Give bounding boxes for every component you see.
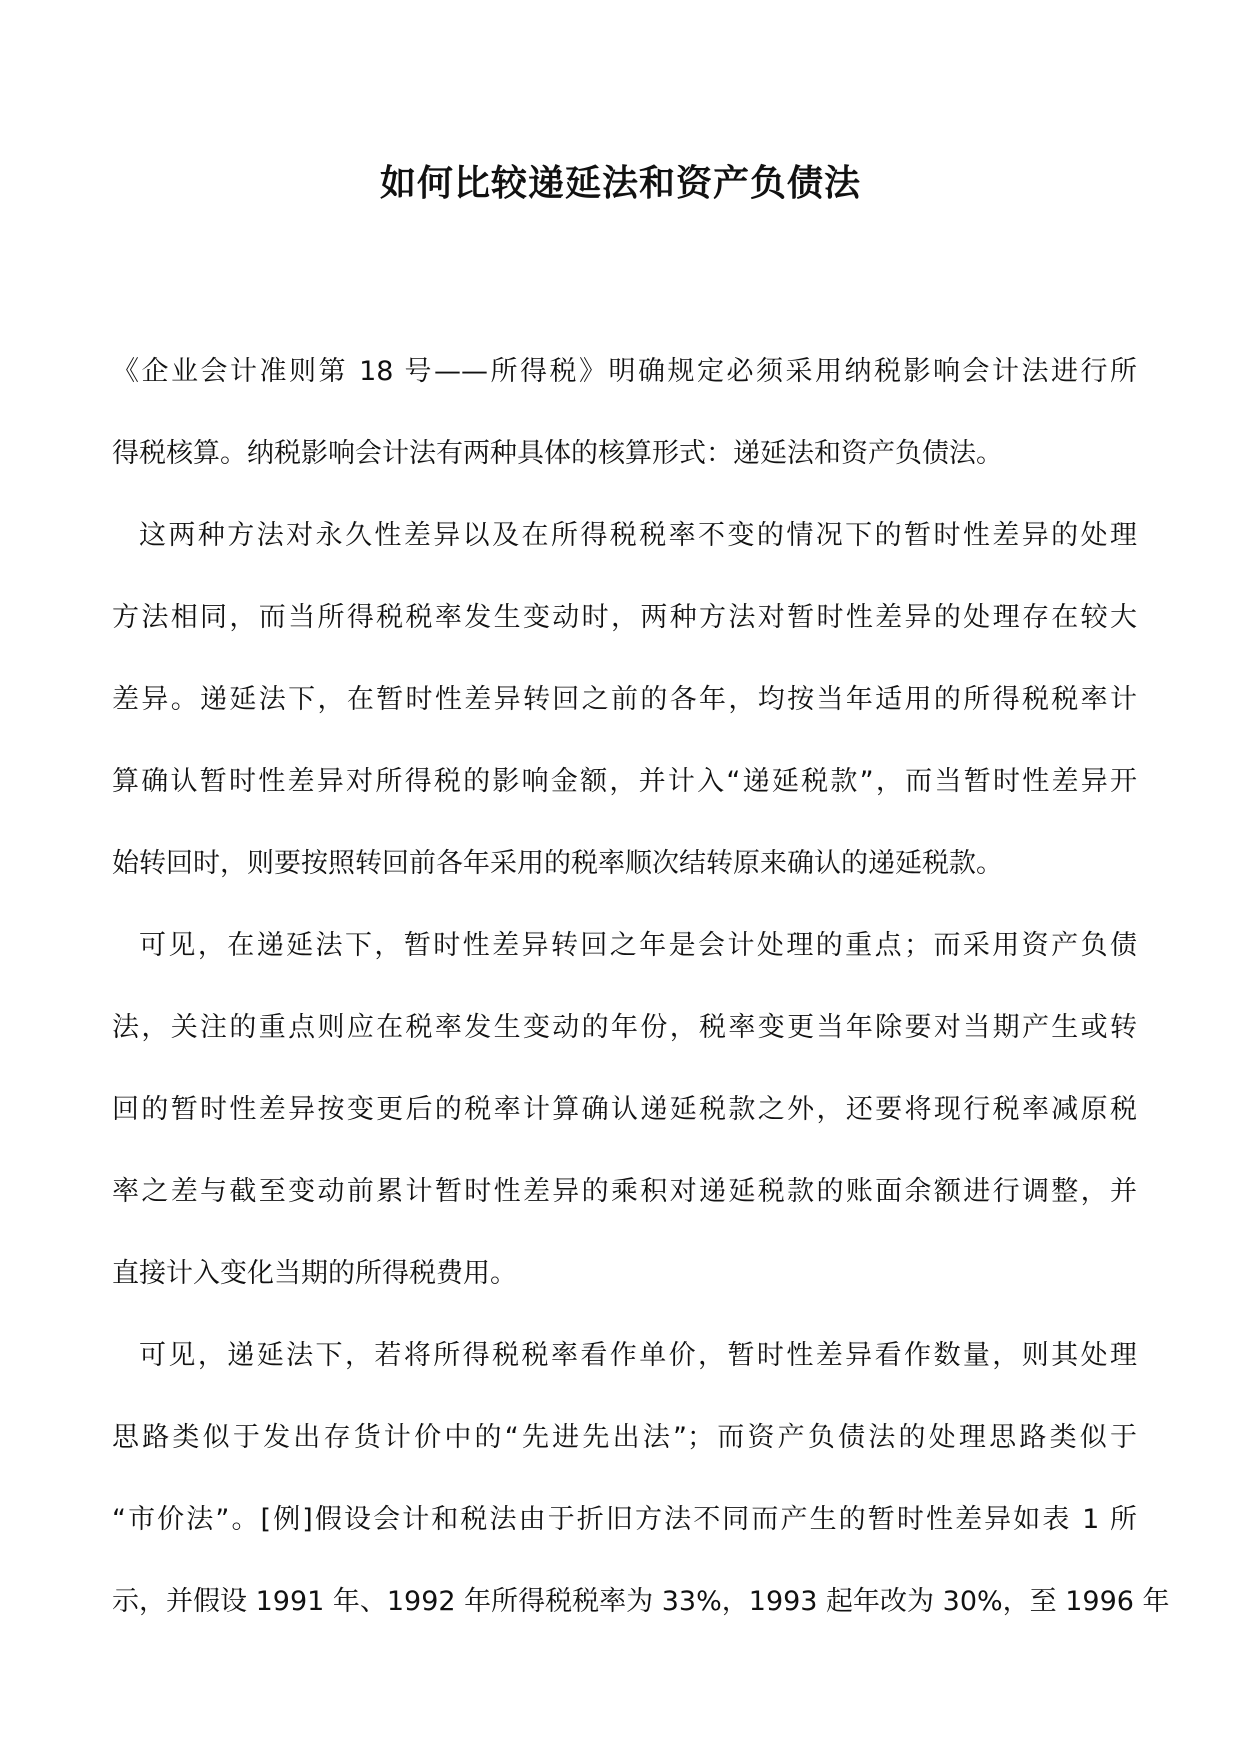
text-line: 可见，在递延法下，暂时性差异转回之年是会计处理的重点；而采用资产负债 (139, 930, 1137, 961)
document-title: 如何比较递延法和资产负债法 (379, 162, 861, 204)
text-line: 率之差与截至变动前累计暂时性差异的乘积对递延税款的账面余额进行调整，并 (112, 1176, 1137, 1207)
text-line: 回的暂时性差异按变更后的税率计算确认递延税款之外，还要将现行税率减原税 (112, 1094, 1137, 1125)
text-line: 算确认暂时性差异对所得税的影响金额，并计入“递延税款”，而当暂时性差异开 (112, 766, 1137, 797)
text-line: 思路类似于发出存货计价中的“先进先出法”；而资产负债法的处理思路类似于 (112, 1422, 1137, 1453)
text-line: 这两种方法对永久性差异以及在所得税税率不变的情况下的暂时性差异的处理 (139, 520, 1137, 551)
text-line: 差异。递延法下，在暂时性差异转回之前的各年，均按当年适用的所得税税率计 (112, 684, 1137, 715)
text-line: 直接计入变化当期的所得税费用。 (112, 1258, 517, 1289)
text-line: 《企业会计准则第 18 号——所得税》明确规定必须采用纳税影响会计法进行所 (112, 356, 1137, 387)
text-line: 示，并假设 1991 年、1992 年所得税税率为 33%，1993 起年改为 30%，至 1996 年 (112, 1586, 1170, 1617)
text-line: 方法相同，而当所得税税率发生变动时，两种方法对暂时性差异的处理存在较大 (112, 602, 1137, 633)
text-line: 可见，递延法下，若将所得税税率看作单价，暂时性差异看作数量，则其处理 (139, 1340, 1137, 1371)
text-line: “市价法”。[例]假设会计和税法由于折旧方法不同而产生的暂时性差异如表 1 所 (112, 1504, 1137, 1535)
text-line: 始转回时，则要按照转回前各年采用的税率顺次结转原来确认的递延税款。 (112, 848, 1003, 879)
text-line: 法，关注的重点则应在税率发生变动的年份，税率变更当年除要对当期产生或转 (112, 1012, 1137, 1043)
text-line: 得税核算。纳税影响会计法有两种具体的核算形式：递延法和资产负债法。 (112, 438, 1003, 469)
document-body (112, 342, 1170, 1654)
